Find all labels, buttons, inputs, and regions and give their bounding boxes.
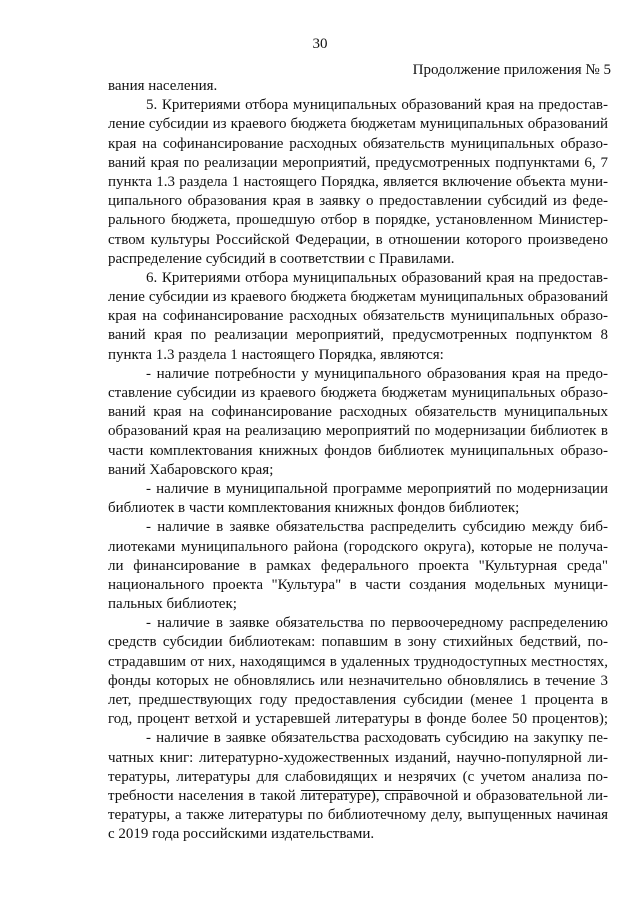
text-line: рального бюджета, прошедшую отбор в порядке, установленном Министер- [108,212,608,229]
text-line: средств субсидии библиотекам: попавшим в зону стихийных бедствий, по- [108,634,608,651]
text-line: ваний края по реализации мероприятий, предусмотренных подпунктом 8 [108,327,608,344]
appendix-continuation-note: Продолжение приложения № 5 [412,62,611,78]
text-line: края на софинансирование расходных обязательств муниципальных образо- [108,308,608,325]
text-line: требности населения в такой литературе), справочной и образовательной ли- [108,787,608,804]
text-line: части комплектования книжных фондов библиотек муниципальных образо- [108,442,608,459]
body-text [108,77,608,845]
text-line: распределение субсидий в соответствии с Правилами. [108,250,455,267]
text-line: библиотек в части комплектования книжных фондов библиотек; [108,500,520,517]
text-line: ваний Хабаровского края; [108,461,274,478]
text-line: ством культуры Российской Федерации, в отношении которого произведено [108,231,608,248]
end-separator-line [301,790,413,791]
text-line: ление субсидии из краевого бюджета бюджетам муниципальных образований [108,116,608,133]
text-line: - наличие потребности у муниципального образования края на предо- [146,365,608,382]
text-line: тературы, а также литературы по библиотечному делу, выпущенных начиная [108,807,608,824]
text-line: - наличие в муниципальной программе мероприятий по модернизации [146,480,608,497]
text-line: ставление субсидии из краевого бюджета бюджетам муниципальных образо- [108,385,608,401]
text-line: пункта 1.3 раздела 1 настоящего Порядка, являются: [108,346,444,363]
text-line: ваний края по реализации мероприятий, предусмотренных подпунктами 6, 7 [108,154,608,171]
text-line: 5. Критериями отбора муниципальных образований края на предостав- [146,97,608,114]
text-line: чатных книг: литературно-художественных изданий, научно-популярной ли- [108,749,608,766]
text-line: ципального образования края в заявку о предоставлении субсидий из феде- [108,193,608,210]
text-line: ли финансирование в рамках федерального проекта "Культурная среда" [108,557,608,574]
text-line: лиотеками муниципального района (городского округа), которые не получа- [108,538,608,555]
text-line: - наличие в заявке обязательства по первоочередному распределению [146,615,608,632]
text-line: ваний края на софинансирование расходных обязательств муниципальных [108,404,608,421]
text-line: с 2019 года российскими издательствами. [108,826,375,843]
text-line: тературы, литературы для слабовидящих и незрячих (с учетом анализа по- [108,768,608,785]
text-line: ление субсидии из краевого бюджета бюджетам муниципальных образований [108,289,608,306]
text-line: лет, предшествующих году предоставления субсидии (менее 1 процента в [108,692,608,708]
text-line: страдавшим от них, находящимся в удаленных труднодоступных местностях, [108,653,608,670]
text-line: образований края на реализацию мероприятий по модернизации библиотек в [108,423,608,440]
text-line: - наличие в заявке обязательства расходовать субсидию на закупку пе- [146,730,608,747]
text-line: 6. Критериями отбора муниципальных образований края на предостав- [146,269,608,286]
text-line: пальных библиотек; [108,596,237,613]
text-line: фонды которых не обновлялись или незначительно обновлялись в течение 3 [108,672,608,689]
page-number: 30 [312,36,328,52]
text-line: год, процент ветхой и устаревшей литературы в фонде более 50 процентов); [108,711,608,728]
text-line: - наличие в заявке обязательства распределить субсидию между биб- [146,519,608,536]
text-line: края на софинансирование расходных обязательств муниципальных образо- [108,135,608,152]
text-line: вания населения. [108,78,218,94]
text-line: национального проекта "Культура" в части создания модельных муници- [108,576,608,593]
text-line: пункта 1.3 раздела 1 настоящего Порядка, является включение объекта муни- [108,173,608,190]
